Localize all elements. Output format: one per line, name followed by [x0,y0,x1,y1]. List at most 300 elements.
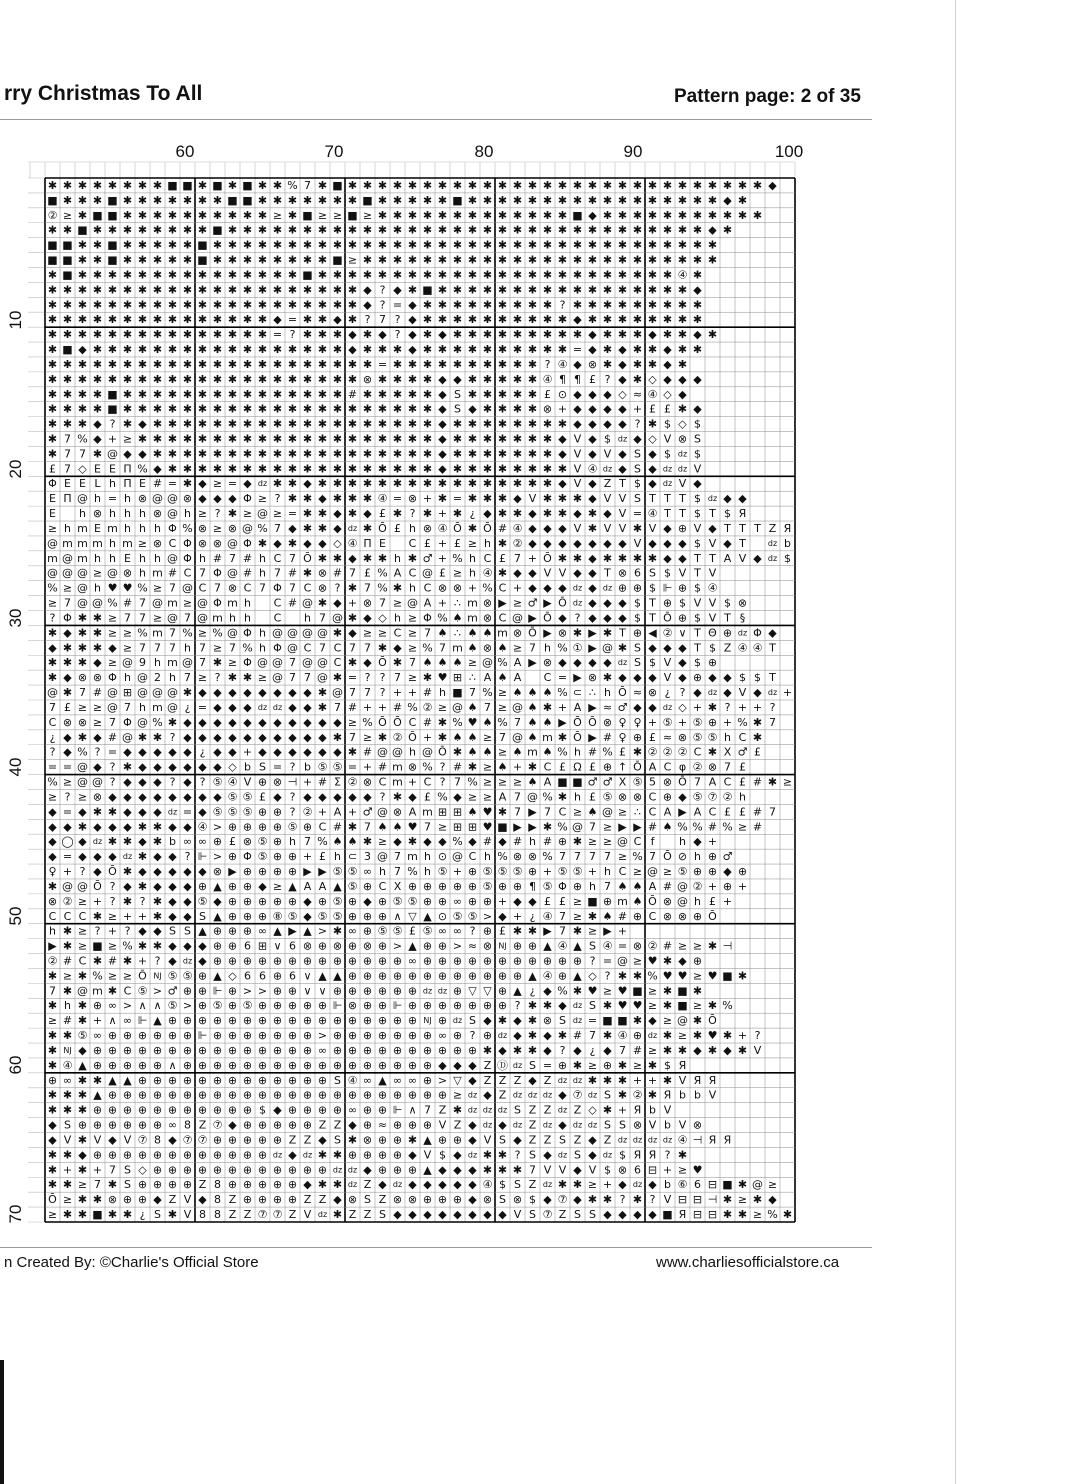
stitch-symbol: ✱ [558,1178,567,1191]
stitch-symbol: ⊕ [183,1029,192,1042]
stitch-symbol: % [77,746,87,759]
stitch-symbol: ✱ [558,209,567,222]
stitch-symbol: ⊕ [363,1119,372,1132]
stitch-symbol: Φ [168,522,177,535]
stitch-symbol: ⊕ [123,1059,132,1072]
stitch-symbol: ✱ [153,820,162,833]
stitch-symbol: ④ [543,969,553,982]
stitch-symbol: ✱ [438,716,447,729]
stitch-symbol: S [574,1148,581,1161]
stitch-symbol: ▲ [153,1014,162,1027]
stitch-symbol: ⊕ [333,955,342,968]
stitch-symbol: ≥ [588,1059,597,1072]
stitch-symbol: ✱ [303,507,312,520]
stitch-symbol: ▲ [573,940,582,953]
stitch-symbol: ✱ [438,313,447,326]
stitch-symbol: dz [648,1031,657,1040]
stitch-symbol: ✱ [603,268,612,281]
stitch-symbol: ② [693,761,703,774]
stitch-symbol: ⊕ [138,1089,147,1102]
stitch-symbol: ♥ [708,969,718,982]
stitch-symbol: ✱ [528,447,537,460]
stitch-symbol: ✱ [588,313,597,326]
stitch-symbol: ⊕ [243,1074,252,1087]
stitch-symbol: ✱ [213,194,222,207]
stitch-symbol: 7 [604,850,611,863]
stitch-symbol: ✱ [528,1014,537,1027]
stitch-symbol: ⊕ [453,969,462,982]
stitch-symbol: + [513,761,522,774]
stitch-symbol: ✱ [288,433,297,446]
stitch-symbol: ◆ [183,746,192,759]
stitch-symbol: = [63,850,72,863]
stitch-symbol: ◆ [198,686,207,699]
stitch-symbol: ✱ [528,254,537,267]
stitch-symbol: ■ [242,194,252,207]
stitch-symbol: ✱ [183,358,192,371]
stitch-symbol: ◆ [78,835,87,848]
stitch-symbol: ⊕ [258,1133,267,1146]
stitch-symbol: # [243,552,252,565]
stitch-symbol: ≥ [648,1044,657,1057]
stitch-symbol: Φ [183,552,192,565]
stitch-symbol: dz [573,1016,582,1025]
stitch-symbol: ◆ [663,343,672,356]
stitch-symbol: £ [589,761,596,774]
stitch-symbol: > [123,999,132,1012]
stitch-symbol: 7 [559,910,566,923]
stitch-symbol: $ [724,597,731,610]
stitch-symbol: Φ [423,611,432,624]
stitch-symbol: Z [724,641,732,654]
stitch-symbol: ◆ [63,671,72,684]
stitch-symbol: ✱ [468,313,477,326]
stitch-symbol: ◆ [273,537,282,550]
stitch-symbol: ≥ [153,611,162,624]
stitch-symbol: ◆ [273,686,282,699]
stitch-symbol: @ [167,701,178,714]
stitch-symbol: ✱ [558,462,567,475]
stitch-symbol: % [557,820,567,833]
stitch-symbol: = [228,477,237,490]
stitch-symbol: ◇ [138,1163,147,1176]
stitch-symbol: ④ [483,1178,493,1191]
stitch-symbol: + [438,597,447,610]
stitch-symbol: ≥ [348,254,357,267]
stitch-symbol: ⊕ [393,984,402,997]
stitch-symbol: ✱ [573,492,582,505]
stitch-symbol: ✱ [153,731,162,744]
stitch-symbol: % [557,984,567,997]
stitch-symbol: ✱ [663,1029,672,1042]
stitch-symbol: ✱ [498,313,507,326]
stitch-symbol: ✱ [483,313,492,326]
stitch-symbol: ⊗ [63,716,72,729]
stitch-symbol: ≥ [78,940,87,953]
stitch-symbol: ✱ [258,373,267,386]
stitch-symbol: # [93,686,102,699]
stitch-symbol: ◆ [168,910,177,923]
stitch-symbol: ∴ [589,686,596,699]
stitch-symbol: ◆ [723,686,732,699]
stitch-symbol: ✱ [138,880,147,893]
stitch-symbol: ∨ [303,984,311,997]
stitch-symbol: ♂ [168,984,178,997]
stitch-symbol: ⑤ [198,895,208,908]
stitch-symbol: ⊗ [708,761,717,774]
stitch-symbol: ◆ [183,790,192,803]
stitch-symbol: ✱ [543,239,552,252]
stitch-symbol: ■ [452,194,462,207]
stitch-symbol: Φ [558,880,567,893]
stitch-symbol: 7 [334,701,341,714]
stitch-symbol: ⊕ [123,1119,132,1132]
stitch-symbol: ✱ [453,746,462,759]
stitch-symbol: ✱ [198,209,207,222]
footer-credit: n Created By: ©Charlie's Official Store [4,1254,259,1271]
stitch-symbol: ≥ [588,1178,597,1191]
stitch-symbol: ◆ [48,641,57,654]
stitch-symbol: ∞ [318,1044,327,1057]
stitch-symbol: ② [423,701,433,714]
stitch-symbol: ✱ [348,224,357,237]
stitch-symbol: ⊕ [213,1089,222,1102]
stitch-symbol: + [438,537,447,550]
stitch-symbol: ⊕ [213,940,222,953]
stitch-symbol: ✱ [453,298,462,311]
stitch-symbol: Ō [378,656,387,669]
stitch-symbol: ▲ [408,940,417,953]
stitch-symbol: ◆ [633,1208,642,1221]
stitch-symbol: dz [633,1180,642,1189]
stitch-symbol: ≥ [783,776,792,789]
stitch-symbol: ✱ [483,492,492,505]
stitch-symbol: ✱ [258,298,267,311]
stitch-symbol: m [77,537,88,550]
stitch-symbol: ⊕ [183,1044,192,1057]
stitch-symbol: ⊕ [528,865,537,878]
stitch-symbol: dz [348,524,357,533]
stitch-symbol: ⊞ [258,940,267,953]
stitch-symbol: 8 [154,1133,161,1146]
stitch-symbol: ⊕ [258,1119,267,1132]
stitch-symbol: ≥ [573,805,582,818]
stitch-symbol: ✱ [318,477,327,490]
stitch-symbol: + [303,776,312,789]
stitch-symbol: A [394,567,402,580]
stitch-symbol: A [484,671,492,684]
stitch-symbol: ◆ [408,313,417,326]
stitch-symbol: ✱ [183,194,192,207]
stitch-symbol: £ [439,567,446,580]
stitch-symbol: ◆ [618,462,627,475]
stitch-symbol: ✱ [378,239,387,252]
stitch-symbol: ≥ [63,776,72,789]
stitch-symbol: dz [648,1135,657,1144]
stitch-symbol: ? [290,328,296,341]
stitch-symbol: ✱ [318,552,327,565]
stitch-symbol: S [589,940,596,953]
stitch-symbol: m [467,611,478,624]
stitch-symbol: ✱ [618,239,627,252]
stitch-symbol: ⊗ [513,626,522,639]
stitch-symbol: ⊕ [453,955,462,968]
stitch-symbol: ✱ [558,552,567,565]
stitch-symbol: ② [663,626,673,639]
stitch-symbol: Z [379,1193,387,1206]
stitch-symbol: £ [544,895,551,908]
stitch-symbol: ⊕ [513,880,522,893]
stitch-symbol: h [574,790,581,803]
stitch-symbol: ◆ [333,746,342,759]
stitch-symbol: ◆ [468,835,477,848]
stitch-symbol: ✱ [333,328,342,341]
stitch-symbol: Φ [243,626,252,639]
stitch-symbol: ◆ [393,835,402,848]
stitch-symbol: ✱ [648,358,657,371]
stitch-symbol: ✱ [153,268,162,281]
stitch-symbol: ✱ [213,447,222,460]
stitch-symbol: # [63,1014,72,1027]
stitch-symbol: m [77,522,88,535]
stitch-symbol: ◆ [303,895,312,908]
stitch-symbol: dz [423,986,432,995]
stitch-symbol: Φ [123,716,132,729]
stitch-symbol: h [94,582,101,595]
stitch-symbol: S [454,388,461,401]
stitch-symbol: A [499,790,507,803]
stitch-symbol: ✱ [363,835,372,848]
stitch-symbol: = [63,761,72,774]
stitch-symbol: ◆ [108,790,117,803]
stitch-symbol: + [633,403,642,416]
stitch-symbol: ◆ [663,522,672,535]
stitch-symbol: ▲ [123,1074,132,1087]
stitch-symbol: ⊕ [453,1029,462,1042]
stitch-symbol: ✱ [288,343,297,356]
stitch-symbol: ≥ [123,433,132,446]
stitch-symbol: ♠ [333,835,343,848]
stitch-symbol: 7 [364,582,371,595]
stitch-symbol: ? [560,1044,566,1057]
stitch-symbol: ◆ [468,1163,477,1176]
stitch-symbol: ✱ [363,462,372,475]
stitch-symbol: % [692,820,702,833]
stitch-symbol: ⊕ [288,955,297,968]
stitch-symbol: ✱ [78,1014,87,1027]
stitch-symbol: ⊩ [333,999,343,1012]
stitch-symbol: $ [649,656,656,669]
stitch-symbol: h [424,865,431,878]
stitch-symbol: ✱ [483,328,492,341]
stitch-symbol: ◆ [588,1148,597,1161]
stitch-symbol: S [589,999,596,1012]
stitch-symbol: ◆ [438,835,447,848]
stitch-symbol: ✱ [333,626,342,639]
stitch-symbol: ✱ [168,194,177,207]
stitch-symbol: ◆ [333,313,342,326]
stitch-symbol: ⊗ [393,1193,402,1206]
stitch-symbol: ✱ [603,552,612,565]
stitch-symbol: ⑤ [633,776,643,789]
stitch-symbol: $ [634,477,641,490]
stitch-symbol: ◆ [573,507,582,520]
stitch-symbol: # [603,731,612,744]
stitch-symbol: ✱ [528,999,537,1012]
stitch-symbol: ✱ [48,1163,57,1176]
stitch-symbol: ✱ [198,358,207,371]
stitch-symbol: Z [574,1133,582,1146]
stitch-symbol: ✱ [738,1178,747,1191]
stitch-symbol: ◆ [78,850,87,863]
stitch-symbol: ⊕ [603,895,612,908]
stitch-symbol: ✱ [483,298,492,311]
stitch-symbol: 5 [649,776,656,789]
stitch-symbol: S [604,1119,611,1132]
stitch-symbol: ⊕ [183,1163,192,1176]
stitch-symbol: ✱ [603,1193,612,1206]
stitch-symbol: 7 [124,611,131,624]
stitch-symbol: ✱ [498,1148,507,1161]
stitch-symbol: @ [107,447,118,460]
stitch-symbol: ✱ [438,179,447,192]
stitch-symbol: ◆ [633,433,642,446]
stitch-symbol: ◆ [348,552,357,565]
stitch-symbol: ¿ [665,686,671,699]
stitch-symbol: ✱ [78,328,87,341]
stitch-symbol: dz [543,1180,552,1189]
stitch-symbol: X [619,776,627,789]
stitch-symbol: ④ [618,1029,628,1042]
stitch-symbol: dz [468,1150,477,1159]
stitch-symbol: ◆ [588,611,597,624]
stitch-symbol: ◆ [588,433,597,446]
stitch-symbol: ✱ [123,239,132,252]
stitch-symbol: ◇ [648,433,657,446]
stitch-symbol: C [424,582,432,595]
stitch-symbol: ✱ [513,268,522,281]
stitch-symbol: ⊕ [153,1044,162,1057]
stitch-symbol: ✱ [108,1178,117,1191]
stitch-symbol: ≥ [108,656,117,669]
stitch-symbol: ⊕ [318,1163,327,1176]
stitch-symbol: ♠ [468,746,478,759]
stitch-symbol: ✱ [153,373,162,386]
stitch-symbol: ✱ [348,477,357,490]
stitch-symbol: dz [663,1135,672,1144]
stitch-symbol: ◆ [693,373,702,386]
stitch-symbol: ✱ [633,969,642,982]
stitch-symbol: $ [619,1148,626,1161]
stitch-symbol: > [213,820,222,833]
stitch-symbol: ✱ [48,403,57,416]
stitch-symbol: ◆ [678,537,687,550]
stitch-symbol: ◆ [123,820,132,833]
stitch-symbol: ✱ [573,224,582,237]
stitch-symbol: 3 [364,850,371,863]
stitch-symbol: ◆ [138,418,147,431]
stitch-symbol: ▲ [423,1133,432,1146]
stitch-symbol: m [542,731,553,744]
stitch-symbol: T [738,522,746,535]
stitch-symbol: ✱ [243,343,252,356]
stitch-symbol: dz [618,658,627,667]
stitch-symbol: $ [499,1178,506,1191]
stitch-symbol: ¶ [559,373,566,386]
stitch-symbol: ⊗ [123,567,132,580]
stitch-symbol: ∞ [63,1074,72,1087]
stitch-symbol: $ [739,671,746,684]
stitch-symbol: ◆ [483,1208,492,1221]
stitch-symbol: # [753,805,762,818]
stitch-symbol: % [407,701,417,714]
stitch-symbol: ⊕ [438,969,447,982]
stitch-symbol: ◆ [273,716,282,729]
stitch-symbol: V [694,597,702,610]
stitch-symbol: ✱ [78,403,87,416]
stitch-symbol: # [108,731,117,744]
stitch-symbol: ⊕ [423,999,432,1012]
stitch-symbol: ◆ [438,388,447,401]
stitch-symbol: h [229,611,236,624]
stitch-symbol: ? [215,507,221,520]
stitch-symbol: ✱ [93,254,102,267]
stitch-symbol: ✱ [318,686,327,699]
stitch-symbol: ✱ [378,433,387,446]
stitch-symbol: ■ [92,1208,102,1221]
stitch-symbol: ✱ [273,433,282,446]
stitch-symbol: ◆ [228,701,237,714]
stitch-symbol: # [108,955,117,968]
stitch-symbol: ? [575,611,581,624]
stitch-symbol: T [723,611,731,624]
stitch-symbol: ✱ [123,895,132,908]
stitch-symbol: ✱ [153,895,162,908]
stitch-symbol: V [424,1148,432,1161]
stitch-symbol: ▲ [213,910,222,923]
stitch-symbol: ✱ [618,283,627,296]
stitch-symbol: dz [348,1180,357,1189]
stitch-symbol: ◆ [438,403,447,416]
stitch-symbol: ⊕ [333,984,342,997]
stitch-symbol: ✱ [78,313,87,326]
stitch-symbol: ✱ [618,224,627,237]
stitch-symbol: ✱ [738,969,747,982]
stitch-symbol: ✱ [318,239,327,252]
stitch-symbol: Z [559,1208,567,1221]
stitch-symbol: ◆ [663,641,672,654]
stitch-symbol: Ō [378,716,387,729]
stitch-symbol: ◆ [588,537,597,550]
stitch-symbol: ⊕ [468,865,477,878]
stitch-symbol: ⊕ [258,895,267,908]
stitch-symbol: ◆ [198,865,207,878]
stitch-symbol: ✱ [93,641,102,654]
stitch-symbol: ▶ [618,820,627,833]
stitch-symbol: h [469,567,476,580]
stitch-symbol: ≥ [618,805,627,818]
stitch-symbol: ✱ [558,283,567,296]
stitch-symbol: dz [573,1076,582,1085]
stitch-symbol: h [124,507,131,520]
stitch-symbol: ⊕ [408,984,417,997]
stitch-symbol: ? [770,701,776,714]
stitch-symbol: ✱ [78,1208,87,1221]
stitch-symbol: dz [348,1165,357,1174]
stitch-symbol: ◆ [228,746,237,759]
stitch-symbol: ⊕ [393,1014,402,1027]
stitch-symbol: ▶ [588,731,597,744]
